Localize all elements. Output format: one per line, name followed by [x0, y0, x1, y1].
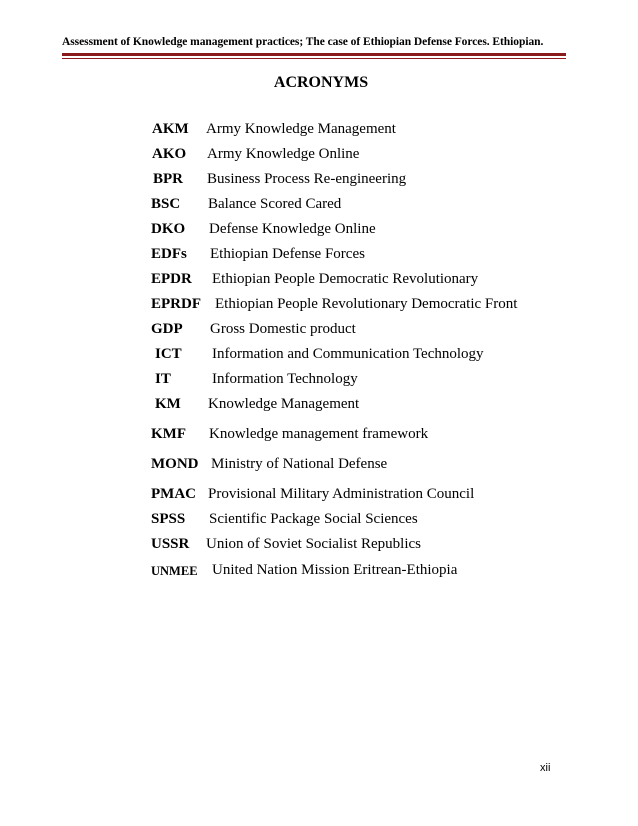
acronym-definition: Scientific Package Social Sciences — [209, 511, 418, 527]
acronym-definition: Army Knowledge Online — [207, 146, 360, 162]
acronym-definition: Army Knowledge Management — [206, 121, 396, 137]
acronym-definition: Knowledge management framework — [209, 426, 429, 442]
acronym-abbr: KM — [155, 396, 181, 412]
acronym-definition: Ethiopian Defense Forces — [210, 246, 365, 262]
acronym-abbr: ICT — [155, 346, 182, 362]
acronym-definition: Provisional Military Administration Council — [208, 486, 475, 502]
acronym-abbr: IT — [155, 371, 171, 387]
acronym-definition: Ministry of National Defense — [211, 456, 388, 472]
acronym-abbr: AKM — [152, 121, 189, 137]
acronym-abbr: MOND — [151, 456, 199, 472]
running-header: Assessment of Knowledge management practices; The case of Ethiopian Defense Forces. Ethiopian. — [62, 36, 544, 48]
acronym-definition: Information and Communication Technology — [212, 346, 484, 362]
acronym-abbr: BSC — [151, 196, 181, 212]
acronym-definition: United Nation Mission Eritrean-Ethiopia — [212, 562, 458, 578]
acronym-abbr: PMAC — [151, 486, 196, 502]
acronym-definition: Information Technology — [212, 371, 358, 387]
acronym-abbr: UNMEE — [151, 564, 198, 578]
acronym-abbr: GDP — [151, 321, 183, 337]
acronym-definition: Union of Soviet Socialist Republics — [206, 536, 421, 552]
acronym-abbr: KMF — [151, 426, 186, 442]
acronym-abbr: EPDR — [151, 271, 192, 287]
acronym-abbr: AKO — [152, 146, 187, 162]
acronym-abbr: EPRDF — [151, 296, 201, 312]
acronym-definition: Ethiopian People Democratic Revolutionary — [212, 271, 479, 287]
acronym-definition: Knowledge Management — [208, 396, 360, 412]
acronym-definition: Ethiopian People Revolutionary Democratic Front — [215, 296, 518, 312]
acronym-abbr: USSR — [151, 536, 190, 552]
page-number: xii — [540, 762, 551, 774]
section-title: ACRONYMS — [273, 74, 369, 91]
acronym-abbr: BPR — [153, 171, 183, 187]
acronym-definition: Business Process Re-engineering — [207, 171, 407, 187]
acronym-definition: Gross Domestic product — [210, 321, 356, 337]
acronym-abbr: SPSS — [151, 511, 186, 527]
header-rule-thin — [62, 58, 566, 59]
acronym-abbr: DKO — [151, 221, 186, 237]
header-rule-thick — [62, 53, 566, 56]
acronym-definition: Defense Knowledge Online — [209, 221, 376, 237]
acronym-definition: Balance Scored Cared — [208, 196, 342, 212]
acronym-abbr: EDFs — [151, 246, 187, 262]
